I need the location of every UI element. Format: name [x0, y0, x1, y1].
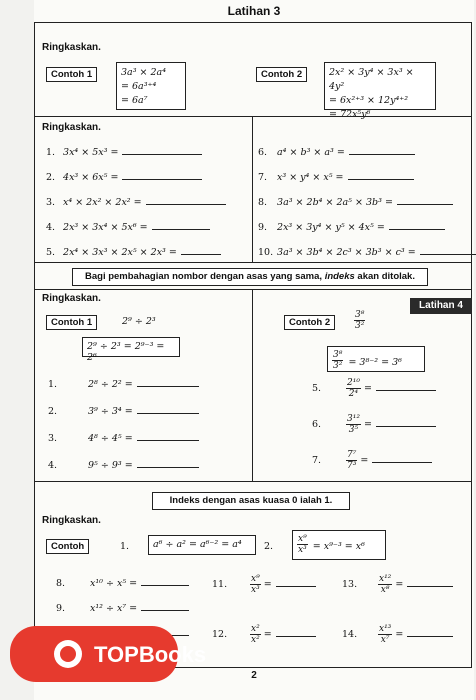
exercise-row [48, 406, 199, 417]
exercise-number: 6. [312, 419, 322, 430]
exercise-row [312, 450, 432, 471]
answer-line [397, 203, 453, 205]
equals-sign: = [360, 383, 372, 394]
exercise-number: 9. [258, 222, 268, 233]
answer-line [407, 635, 453, 637]
exercise-expression: x³ × y⁴ × x⁵ = [274, 172, 344, 183]
exercise-expression: 3x⁴ × 5x³ = [60, 147, 119, 158]
exercise-number: 5. [312, 383, 322, 394]
exercise-denominator: x⁷ [380, 635, 390, 645]
example2-line2: = 6x²⁺³ × 12y⁴⁺² [329, 95, 409, 106]
exercise-number: 2. [48, 406, 58, 417]
example-item-1-num: 1. [120, 541, 130, 552]
exercise-denominator: 3⁵ [348, 425, 359, 435]
answer-line [349, 153, 415, 155]
exercise-expression: x¹² ÷ x⁷ = [90, 603, 138, 614]
worksheet-page [34, 0, 474, 700]
answer-line [122, 153, 202, 155]
exercise-number: 4. [46, 222, 56, 233]
exercise-number: 8. [56, 578, 66, 589]
exercise-row [56, 578, 189, 589]
exercise-row [258, 172, 414, 183]
exercise-number: 9. [56, 603, 66, 614]
exercise-number: 12. [212, 629, 228, 640]
column-divider [252, 289, 253, 481]
answer-line [389, 228, 445, 230]
exercise-row [258, 247, 476, 258]
answer-line [372, 461, 432, 463]
example1-box [116, 62, 186, 110]
banner-text-em: indeks [324, 271, 355, 282]
answer-line [376, 389, 436, 391]
exercise-denominator: 7³ [347, 461, 357, 471]
exercise-number: 11. [212, 579, 228, 590]
exercise-row [258, 147, 415, 158]
exercise-expression: 4x³ × 6x⁵ = [60, 172, 119, 183]
divider [34, 289, 472, 290]
example2-line1: 2x² × 3y⁴ × 3x³ × 4y² [329, 67, 414, 92]
example1-div-label: Contoh 1 [46, 315, 97, 330]
logo-ring-inner [60, 646, 76, 662]
exercise-numerator: x¹³ [379, 624, 392, 634]
example-item-2-rest: = x⁹⁻³ = x⁶ [312, 541, 365, 552]
example-item-1: a⁶ ÷ a² = a⁶⁻² = a⁴ [153, 539, 242, 550]
answer-line [137, 439, 199, 441]
exercise-number: 7. [258, 172, 268, 183]
exercise-fraction [346, 414, 361, 435]
divider [34, 262, 472, 263]
exercise-row [48, 379, 199, 390]
exercise-row [212, 574, 316, 595]
example2-q-bot: 3² [355, 321, 365, 331]
answer-line [376, 425, 436, 427]
exercise-number: 14. [342, 629, 358, 640]
zero-power-banner: Indeks dengan asas kuasa 0 ialah 1. [152, 492, 350, 510]
answer-line [152, 228, 210, 230]
exercise-denominator: x² [251, 635, 260, 645]
exercise-expression: 4⁸ ÷ 4⁵ = [88, 433, 133, 444]
exercise-denominator: 2⁴ [348, 389, 359, 399]
exercise-number: 13. [342, 579, 358, 590]
answer-line [407, 585, 453, 587]
exercise-row [46, 172, 202, 183]
exercise-number: 4. [48, 460, 58, 471]
example2-q-top: 3⁸ [355, 310, 365, 320]
exercise-numerator: 7⁷ [347, 450, 357, 460]
exercise-expression: a⁴ × b³ × a³ = [274, 147, 345, 158]
answer-line [276, 635, 316, 637]
exercise-row [258, 197, 453, 208]
exercise-number: 2. [46, 172, 56, 183]
exercise-expression: 2x⁴ × 3x³ × 2x⁵ × 2x³ = [60, 247, 177, 258]
exercise-expression: 9⁵ ÷ 9³ = [88, 460, 133, 471]
exercise-numerator: 3¹² [347, 414, 360, 424]
answer-line [137, 466, 199, 468]
exercise-expression: 2⁸ ÷ 2² = [88, 379, 133, 390]
exercise-row [48, 460, 199, 471]
example1-div-question: 2⁹ ÷ 2³ [122, 316, 156, 327]
example2-a-bot: 3² [333, 361, 343, 371]
example1-div-answer-box [82, 337, 180, 363]
example2-div-answer-box [327, 346, 425, 372]
example2-line3: = 72x⁵y⁶ [329, 109, 371, 120]
example1-line2: = 6a³⁺⁴ [121, 81, 157, 92]
page-title: Latihan 3 [227, 4, 281, 18]
exercise-numerator: 2¹⁰ [347, 378, 360, 388]
exercise-fraction [250, 574, 261, 595]
example2-box [324, 62, 436, 120]
example1-line3: = 6a⁷ [121, 95, 148, 106]
exercise-expression: 2x³ × 3x⁴ × 5x⁶ = [60, 222, 148, 233]
equals-sign: = [260, 629, 272, 640]
exercise-expression: 2x³ × 3y⁴ × y⁵ × 4x⁵ = [274, 222, 385, 233]
example-item-2-bot: x³ [298, 545, 307, 555]
example2-div-question [354, 310, 365, 331]
logo-text: TOPBooks [94, 642, 207, 667]
equals-sign: = [392, 579, 404, 590]
exercise-fraction [346, 450, 357, 471]
exercise-number: 3. [46, 197, 56, 208]
equals-sign: = [360, 419, 372, 430]
exercise-expression: x⁴ × 2x² × 2x² = [60, 197, 142, 208]
answer-line [348, 178, 414, 180]
exercise-expression: 3⁹ ÷ 3⁴ = [88, 406, 133, 417]
example2-a-top: 3⁸ [333, 350, 343, 360]
exercise-row [212, 624, 316, 645]
answer-line [141, 609, 189, 611]
exercise-number: 7. [312, 455, 322, 466]
example2-div-label: Contoh 2 [284, 315, 335, 330]
latihan4-label: Latihan 4 [410, 298, 472, 314]
equals-sign: = [260, 579, 272, 590]
answer-line [420, 253, 476, 255]
exercise-denominator: x³ [251, 585, 260, 595]
exercise-row [48, 433, 199, 444]
example1-label: Contoh 1 [46, 67, 97, 82]
exercise-numerator: x² [251, 624, 260, 634]
topbooks-logo [6, 618, 207, 690]
page-number: 2 [251, 670, 257, 681]
equals-sign: = [357, 455, 369, 466]
example1-div-answer: 2⁹ ÷ 2³ = 2⁹⁻³ = 2⁶ [87, 341, 165, 363]
exercise-expression: 3a³ × 2b⁴ × 2a⁵ × 3b³ = [274, 197, 393, 208]
section3-heading: Ringkaskan. [42, 293, 101, 304]
answer-line [276, 585, 316, 587]
answer-line [141, 584, 189, 586]
example2-label: Contoh 2 [256, 67, 307, 82]
exercise-row [56, 603, 189, 614]
exercise-row [46, 247, 221, 258]
exercise-row [342, 574, 453, 595]
exercise-number: 6. [258, 147, 268, 158]
exercise-expression: x¹⁰ ÷ x⁵ = [90, 578, 138, 589]
example-item-2-num: 2. [264, 541, 274, 552]
exercise-row [258, 222, 445, 233]
example2-a-rest: = 3⁸⁻² = 3⁶ [348, 357, 402, 368]
example-item-1-box [148, 535, 256, 555]
answer-line [181, 253, 221, 255]
answer-line [137, 412, 199, 414]
exercise-fraction [378, 574, 392, 595]
exercise-row [46, 222, 210, 233]
exercise-expression: 3a³ × 3b⁴ × 2c³ × 3b³ × c³ = [274, 247, 416, 258]
answer-line [137, 385, 199, 387]
exercise-fraction [250, 624, 261, 645]
exercise-number: 1. [48, 379, 58, 390]
banner-text-post: akan ditolak. [354, 271, 415, 282]
exercise-number: 3. [48, 433, 58, 444]
answer-line [122, 178, 202, 180]
exercise-number: 8. [258, 197, 268, 208]
exercise-numerator: x⁹ [251, 574, 260, 584]
answer-line [146, 203, 226, 205]
divider [34, 116, 472, 117]
exercise-numerator: x¹² [379, 574, 392, 584]
exercise-row [342, 624, 453, 645]
exercise-fraction [346, 378, 361, 399]
exercise-row [312, 378, 436, 399]
column-divider [252, 116, 253, 262]
equals-sign: = [392, 629, 404, 640]
section4-heading: Ringkaskan. [42, 515, 101, 526]
exercise-number: 1. [46, 147, 56, 158]
exercise-row [46, 197, 226, 208]
example1-line1: 3a³ × 2a⁴ [121, 67, 167, 78]
exercise-fraction [378, 624, 392, 645]
division-rule-banner [72, 268, 428, 286]
example-item-2-top: x⁹ [298, 534, 307, 544]
divider [34, 481, 472, 482]
exercise-number: 5. [46, 247, 56, 258]
exercise-denominator: x⁸ [380, 585, 390, 595]
banner-text-pre: Bagi pembahagian nombor dengan asas yang sama, [85, 271, 325, 282]
example-label: Contoh [46, 539, 89, 554]
exercise-row [312, 414, 436, 435]
example-item-2-box [292, 530, 386, 560]
exercise-row [46, 147, 202, 158]
section1-heading: Ringkaskan. [42, 42, 101, 53]
exercise-number: 10. [258, 247, 274, 258]
section2-heading: Ringkaskan. [42, 122, 101, 133]
